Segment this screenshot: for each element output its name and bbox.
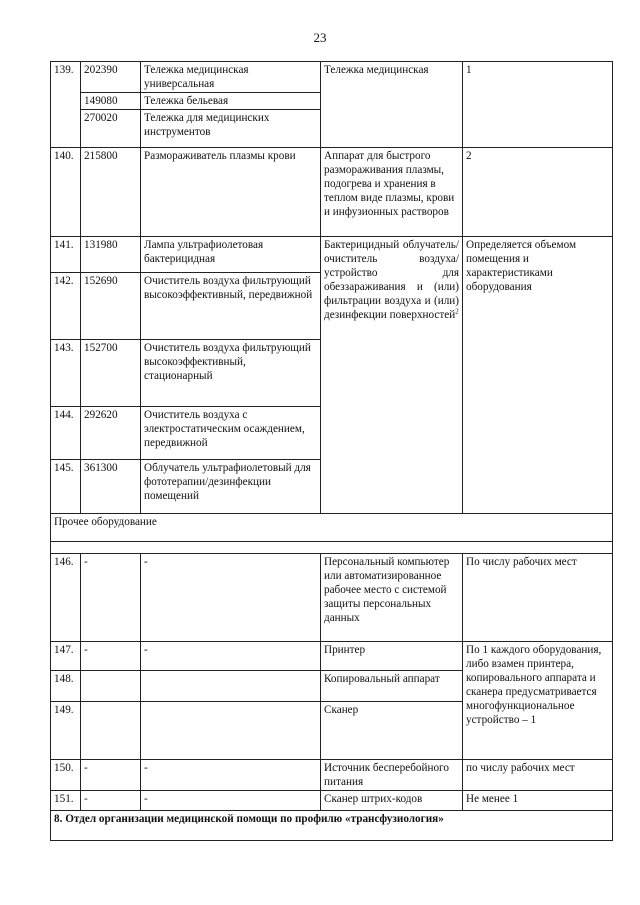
row-name (141, 671, 321, 702)
row-quantity: Определяется объемом помещения и характеристиками оборудования (463, 237, 613, 514)
row-code: - (81, 791, 141, 811)
table-row (51, 62, 613, 93)
row-code: - (81, 554, 141, 642)
row-name: Очиститель воздуха фильтрующий высокоэффективный, передвижной (141, 273, 321, 340)
row-quantity: По числу рабочих мест (463, 554, 613, 642)
row-name: - (141, 554, 321, 642)
row-code: - (81, 642, 141, 671)
row-name: Очиститель воздуха фильтрующий высокоэффективный, стационарный (141, 340, 321, 407)
row-code: 270020 (81, 110, 141, 148)
row-name: - (141, 642, 321, 671)
row-equipment: Копировальный аппарат (321, 671, 463, 702)
row-equipment: Тележка медицинская (321, 62, 463, 148)
row-number: 147. (51, 642, 81, 671)
row-name: Размораживатель плазмы крови (141, 148, 321, 237)
row-number: 141. (51, 237, 81, 273)
row-number: 139. (51, 62, 81, 148)
row-name (141, 702, 321, 760)
row-quantity: по числу рабочих мест (463, 760, 613, 791)
table-row (51, 791, 613, 811)
spacer-row (51, 542, 613, 554)
row-equipment (321, 237, 463, 514)
row-number: 140. (51, 148, 81, 237)
spacer-cell (51, 542, 613, 554)
row-code: 215800 (81, 148, 141, 237)
row-number: 142. (51, 273, 81, 340)
row-quantity: По 1 каждого оборудования, либо взамен принтера, копировального аппарата и сканера предусматривается многофункциональное устройство – 1 (463, 642, 613, 760)
row-name: Облучатель ультрафиолетовый для фототерапии/дезинфекции помещений (141, 460, 321, 514)
row-name: Тележка медицинская универсальная (141, 62, 321, 93)
row-code: 152690 (81, 273, 141, 340)
footnote-marker: 2 (455, 307, 459, 316)
row-name: Лампа ультрафиолетовая бактерицидная (141, 237, 321, 273)
row-code: - (81, 760, 141, 791)
footer-row (51, 811, 613, 841)
table-row (51, 554, 613, 642)
row-quantity: Не менее 1 (463, 791, 613, 811)
table-row (51, 237, 613, 273)
row-code: 152700 (81, 340, 141, 407)
section-title: Прочее оборудование (51, 514, 613, 542)
row-number: 145. (51, 460, 81, 514)
row-name: Очиститель воздуха с электростатическим осаждением, передвижной (141, 407, 321, 460)
row-equipment: Сканер штрих-кодов (321, 791, 463, 811)
row-code (81, 671, 141, 702)
row-code: 202390 (81, 62, 141, 93)
page-number: 23 (313, 30, 327, 45)
row-code (81, 702, 141, 760)
row-number: 150. (51, 760, 81, 791)
row-equipment: Источник бесперебойного питания (321, 760, 463, 791)
section-row (51, 514, 613, 542)
row-name: - (141, 760, 321, 791)
row-code: 292620 (81, 407, 141, 460)
row-equipment: Аппарат для быстрого размораживания плазмы, подогрева и хранения в теплом виде плазмы, крови и инфузионных растворов (321, 148, 463, 237)
row-code: 131980 (81, 237, 141, 273)
table-row (51, 760, 613, 791)
row-code: 361300 (81, 460, 141, 514)
section-heading: 8. Отдел организации медицинской помощи по профилю «трансфузиология» (51, 811, 613, 841)
row-equipment: Персональный компьютер или автоматизированное рабочее место с системой защиты персональных данных (321, 554, 463, 642)
row-name: - (141, 791, 321, 811)
row-number: 144. (51, 407, 81, 460)
row-name: Тележка для медицинских инструментов (141, 110, 321, 148)
table-row (51, 148, 613, 237)
row-number: 148. (51, 671, 81, 702)
row-quantity: 2 (463, 148, 613, 237)
row-equipment: Принтер (321, 642, 463, 671)
row-number: 143. (51, 340, 81, 407)
row-equipment: Сканер (321, 702, 463, 760)
row-code: 149080 (81, 93, 141, 110)
row-quantity: 1 (463, 62, 613, 148)
row-name: Тележка бельевая (141, 93, 321, 110)
row-number: 146. (51, 554, 81, 642)
row-equipment-text: Бактерицидный облучатель/очиститель воздуха/устройство для обеззараживания и (или) фильтрации воздуха и (или) дезинфекции поверхностей (324, 239, 459, 321)
row-number: 149. (51, 702, 81, 760)
equipment-table (50, 61, 613, 841)
row-number: 151. (51, 791, 81, 811)
table-row (51, 642, 613, 671)
